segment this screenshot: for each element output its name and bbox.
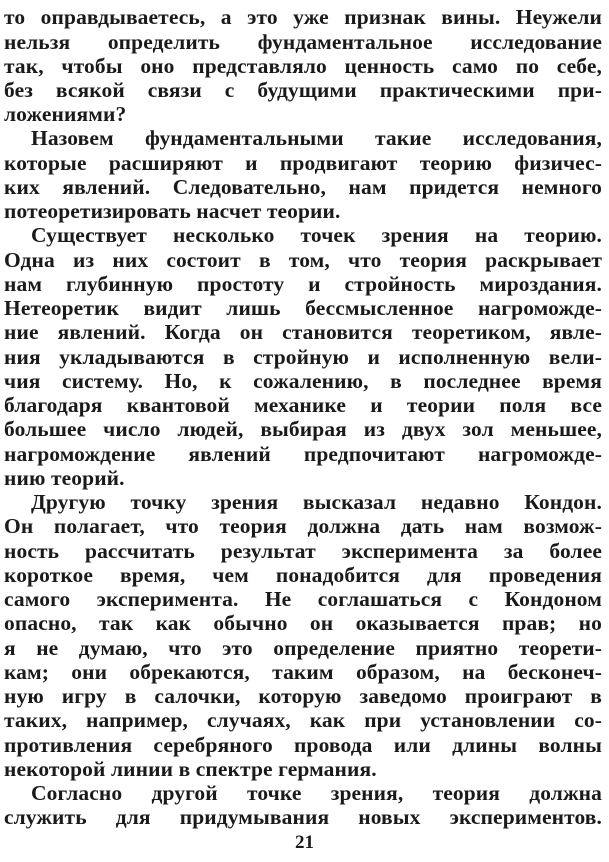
text-line: таких, например, случаях, как при установлении со- — [4, 708, 602, 732]
text-line: так, чтобы оно представляло ценность само по себе, — [4, 54, 602, 78]
text-line: Нетеоретик видит лишь бессмысленное нагроможде- — [4, 296, 602, 320]
text-line: я не думаю, что это определение приятно теорети- — [4, 636, 602, 660]
text-line: некоторой линии в спектре германия. — [4, 757, 377, 781]
text-line: нагромождение явлений предпочитают нагроможде- — [4, 442, 602, 466]
text-line: нам глубинную простоту и стройность мироздания. — [4, 272, 602, 296]
text-line: служить для придумывания новых экспериментов. — [4, 805, 602, 829]
text-line: благодаря квантовой механике и теории поля все — [4, 393, 602, 417]
text-line: Одна из них состоит в том, что теория раскрывает — [4, 248, 602, 272]
text-line: ких явлений. Следовательно, нам придется немного — [4, 175, 602, 199]
text-line: нельзя определить фундаментальное исследование — [4, 30, 602, 54]
text-line: то оправдываетесь, а это уже признак вины. Неужели — [4, 5, 602, 29]
text-line: Он полагает, что теория должна дать нам возмож- — [4, 514, 602, 538]
text-line: самого эксперимента. Не соглашаться с Кондоном — [4, 587, 602, 611]
text-line: ния укладываются в стройную и исполненную вели- — [4, 345, 602, 369]
text-line: ложениями? — [4, 102, 127, 126]
paragraph-first-line: Другую точку зрения высказал недавно Кондон. — [31, 490, 602, 514]
paragraph-first-line: Согласно другой точке зрения, теория должна — [31, 781, 602, 805]
page-number: 21 — [295, 832, 314, 853]
text-line: которые расширяют и продвигают теорию физичес- — [4, 151, 602, 175]
text-line: короткое время, чем понадобится для проведения — [4, 563, 602, 587]
paragraph-first-line: Существует несколько точек зрения на теорию. — [31, 223, 602, 247]
text-line: нию теорий. — [4, 466, 125, 490]
text-line: без всякой связи с будущими практическими при- — [4, 78, 602, 102]
text-line: потеоретизировать насчет теории. — [4, 199, 341, 223]
text-line: кам; они обрекаются, таким образом, на бесконеч- — [4, 660, 602, 684]
text-line: ную игру в салочки, которую заведомо проиграют в — [4, 684, 602, 708]
text-line: ние явлений. Когда он становится теоретиком, явле- — [4, 320, 602, 344]
text-line: большее число людей, выбирая из двух зол меньшее, — [4, 417, 602, 441]
paragraph-first-line: Назовем фундаментальными такие исследования, — [31, 126, 602, 150]
text-line: противления серебряного провода или длины волны — [4, 733, 602, 757]
text-line: ность рассчитать результат эксперимента за более — [4, 539, 602, 563]
text-line: опасно, так как обычно он оказывается прав; но — [4, 611, 602, 635]
text-line: чия систему. Но, к сожалению, в последнее время — [4, 369, 602, 393]
